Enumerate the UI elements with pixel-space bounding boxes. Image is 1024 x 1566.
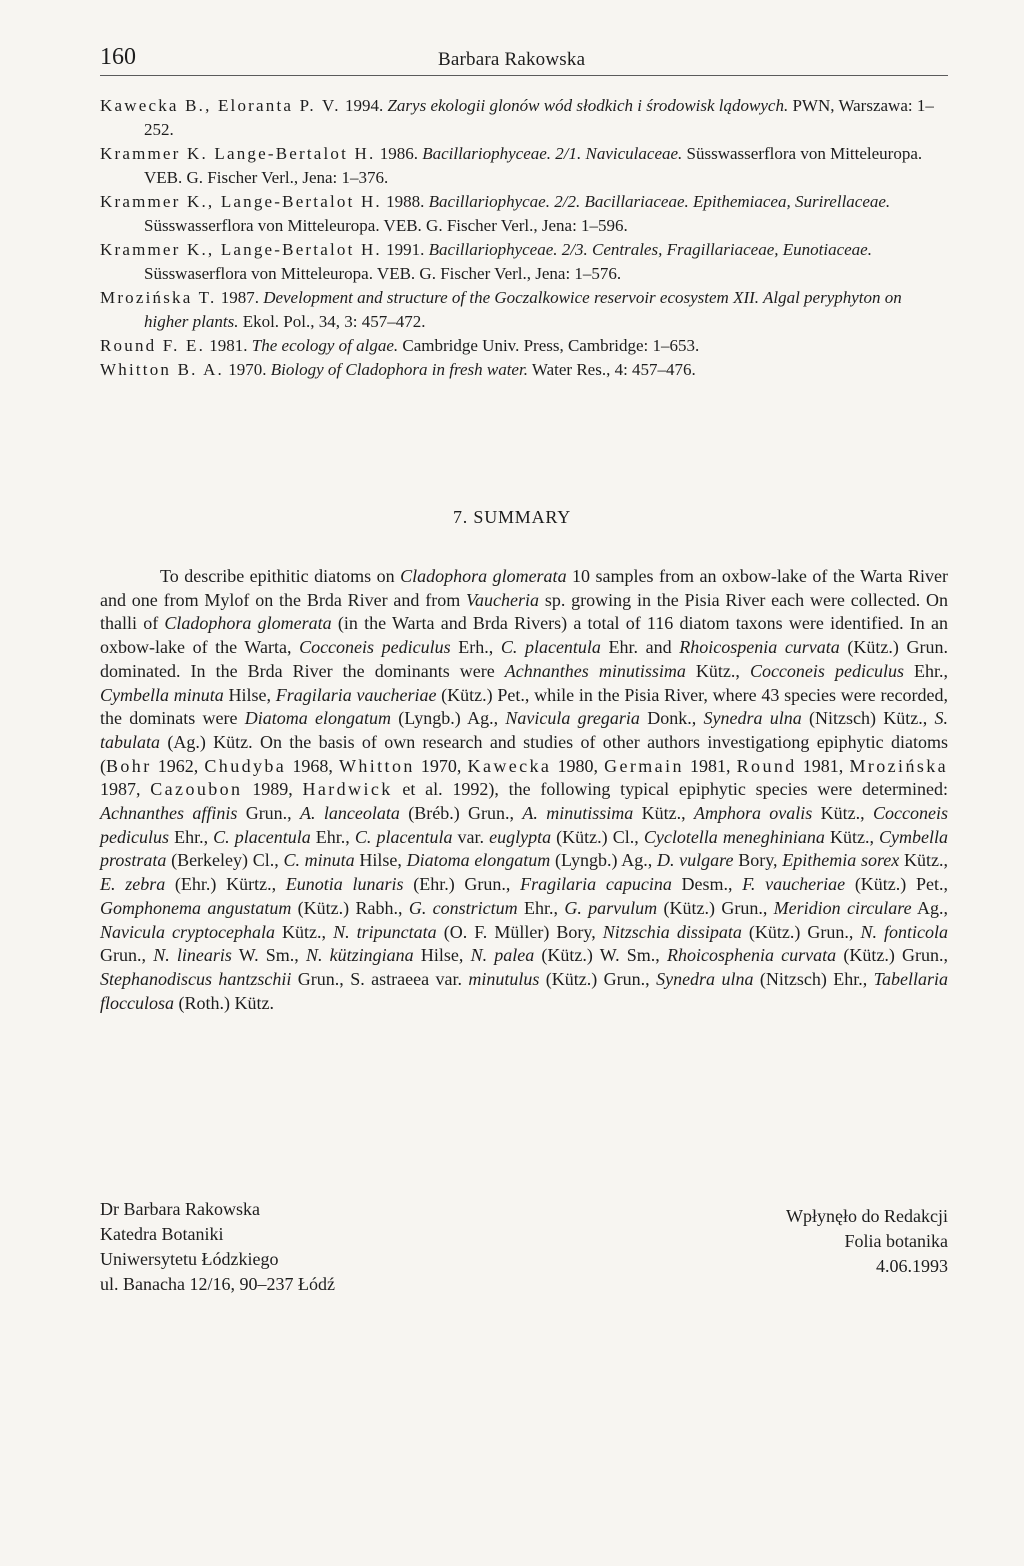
summary-text: Ehr.,: [903, 660, 948, 681]
summary-text: (Kütz.) Pet., while in the Pisia River, where 43 species were recorded, the dominats were: [100, 684, 948, 729]
taxon-name: N. kützingiana: [305, 945, 414, 966]
taxon-name: Fragilaria capucina: [520, 874, 672, 895]
taxon-name: N. linearis: [153, 945, 232, 966]
summary-text: Hilse,: [223, 684, 276, 705]
reference-authors: Kawecka B., Eloranta P. V.: [100, 96, 341, 115]
summary-text: 1989,: [242, 779, 303, 800]
summary-text: Grun.,: [100, 945, 154, 966]
reference-publisher: Süsswaserflora von Mitteleuropa. VEB. G. Fischer Verl., Jena: 1–576.: [144, 264, 622, 283]
summary-text: 10 samples from an oxbow-lake of the Warta River and one from Mylof on the Brda River and from: [100, 566, 948, 610]
reference-list: [100, 94, 948, 382]
reference-year: 1988.: [386, 192, 425, 211]
running-head: Barbara Rakowska: [438, 49, 586, 70]
summary-text: 1981,: [796, 755, 850, 776]
summary-text: Grun.,: [237, 803, 301, 824]
reference-title: Development and structure of the Goczalkowice reservoir ecosystem XII. Algal peryphyton on higher plants.: [144, 288, 902, 331]
taxon-name: Amphora ovalis: [693, 803, 813, 824]
taxon-name: S. tabulata: [100, 708, 949, 752]
summary-text: (Kütz.) W. Sm.,: [534, 945, 667, 966]
summary-text: 1968,: [286, 755, 339, 776]
summary-heading: 7. SUMMARY: [452, 507, 572, 527]
taxon-name: C. placentula: [354, 826, 453, 847]
received-line: Folia botanika: [844, 1231, 948, 1251]
taxon-name: A. minutissima: [522, 803, 634, 824]
summary-text: (Kütz.) Grun.,: [741, 921, 861, 942]
taxon-name: F. vaucheriae: [742, 874, 846, 895]
taxon-name: Synedra ulna: [703, 708, 802, 729]
taxon-name: N. fonticola: [860, 921, 948, 942]
reference-authors: Mrozińska T.: [100, 288, 217, 307]
taxon-name: Synedra ulna: [656, 968, 754, 989]
summary-text: (in the Warta and Brda Rivers) a total of 116 diatom taxons were identified. In an oxbow-lake of the Warta,: [100, 613, 948, 658]
taxon-name: minutulus: [468, 968, 540, 989]
summary-text: Kütz.,: [275, 921, 334, 942]
summary-text: (Ehr.) Grun.,: [403, 874, 521, 895]
reference-authors: Krammer K. Lange-Bertalot H.: [100, 144, 376, 163]
page-header: [100, 42, 946, 76]
summary-text: (Lyngb.) Ag.,: [550, 850, 657, 871]
summary-text: (Ag.) Kütz. On the basis of own research and studies of other authors investigationg epiphytic diatoms (: [100, 731, 948, 776]
author-name: Hardwick: [302, 779, 393, 800]
taxon-name: Achnanthes affinis: [100, 803, 238, 824]
taxon-name: Fragilaria vaucheriae: [275, 684, 437, 705]
summary-text: (Kütz.) Pet.,: [845, 874, 949, 895]
reference-item: [100, 334, 948, 358]
reference-authors: Krammer K., Lange-Bertalot H.: [100, 192, 382, 211]
reference-year: 1994.: [344, 96, 384, 115]
reference-publisher: PWN, Warszawa: 1–252.: [144, 96, 934, 139]
reference-title: The ecology of algae.: [251, 336, 399, 355]
summary-text: Kütz.,: [633, 803, 694, 824]
reference-item: [100, 142, 948, 190]
taxon-name: Tabellaria flocculosa: [100, 968, 949, 1013]
summary-text: Erh.,: [450, 637, 501, 658]
summary-text: sp. growing in the Pisia River each were collected. On thalli of: [100, 589, 949, 634]
taxon-name: Achnanthes minutissima: [504, 660, 686, 681]
reference-year: 1986.: [379, 144, 418, 163]
taxon-name: C. minuta: [283, 850, 355, 871]
taxon-name: Navicula cryptocephala: [100, 921, 275, 942]
reference-title: Biology of Cladophora in fresh water.: [270, 360, 528, 379]
summary-text: Bory,: [733, 850, 783, 871]
taxon-name: Vaucheria: [466, 589, 540, 610]
address-line: Katedra Botaniki: [100, 1224, 224, 1244]
summary-text: To describe epithitic diatoms on: [160, 566, 401, 586]
summary-text: Ehr.,: [310, 826, 355, 847]
reference-title: Bacillariophyceae. 2/1. Naviculaceae.: [422, 144, 683, 163]
taxon-name: Epithemia sorex: [782, 850, 900, 871]
summary-text: 1962,: [151, 755, 205, 776]
taxon-name: Gomphonema angustatum: [100, 897, 292, 918]
taxon-name: N. palea: [470, 945, 535, 966]
reference-year: 1981.: [209, 336, 248, 355]
reference-authors: Whitton B. A.: [100, 360, 224, 379]
taxon-name: Cocconeis pediculus: [100, 803, 948, 847]
summary-text: Kütz.,: [899, 850, 948, 871]
author-address: [100, 1197, 460, 1297]
received-line: 4.06.1993: [876, 1256, 948, 1276]
taxon-name: Rhoicospenia curvata: [679, 637, 840, 658]
reference-publisher: Water Res., 4: 457–476.: [531, 360, 696, 379]
author-name: Mrozińska: [849, 755, 949, 776]
summary-text: (Kütz.) Grun. dominated. In the Brda River the dominants were: [100, 637, 948, 681]
summary-text: Donk.,: [639, 708, 704, 729]
summary-text: var.: [452, 826, 490, 847]
taxon-name: C. placentula: [500, 637, 601, 658]
reference-publisher: Süsswasserflora von Mitteleuropa. VEB. G. Fischer Verl., Jena: 1–376.: [144, 144, 923, 187]
taxon-name: Navicula gregaria: [505, 708, 640, 729]
taxon-name: Rhoicosphenia curvata: [667, 945, 837, 966]
taxon-name: Cocconeis pediculus: [299, 637, 451, 658]
summary-text: Kütz.,: [824, 826, 880, 847]
reference-year: 1987.: [220, 288, 259, 307]
taxon-name: D. vulgare: [656, 850, 734, 871]
taxon-name: A. lanceolata: [300, 803, 400, 824]
summary-text: (Roth.) Kütz.: [174, 992, 274, 1013]
summary-text: (O. F. Müller) Bory,: [436, 921, 603, 942]
summary-text: Hilse,: [354, 850, 407, 871]
taxon-name: Cocconeis pediculus: [749, 660, 904, 681]
author-name: Bohr: [106, 755, 152, 776]
author-name: Round: [736, 755, 797, 776]
author-name: Cazoubon: [150, 779, 243, 800]
summary-text: (Kütz.) Cl.,: [551, 826, 644, 847]
taxon-name: Diatoma elongatum: [244, 708, 392, 729]
taxon-name: euglypta: [489, 826, 552, 847]
summary-text: Ehr. and: [600, 637, 680, 658]
summary-text: (Nitzsch) Kütz.,: [801, 708, 935, 729]
summary-text: Kütz.,: [812, 803, 873, 824]
taxon-name: Cladophora glomerata: [400, 566, 567, 586]
header-rule: [100, 75, 948, 76]
taxon-name: G. constrictum: [408, 897, 518, 918]
author-name: Kawecka: [467, 755, 552, 776]
summary-text: 1980,: [551, 755, 605, 776]
summary-text: 1987,: [100, 779, 151, 800]
summary-text: et al. 1992), the following typical epiphytic species were determined:: [392, 779, 949, 800]
reference-title: Bacillariophycae. 2/2. Bacillariaceae. Epithemiacea, Surirellaceae.: [428, 192, 891, 211]
reference-item: [100, 286, 948, 334]
summary-text: 1981,: [683, 755, 737, 776]
reference-publisher: Ekol. Pol., 34, 3: 457–472.: [242, 312, 426, 331]
summary-text: (Kütz.) Grun.,: [657, 897, 774, 918]
received-line: Wpłynęło do Redakcji: [786, 1206, 948, 1226]
summary-text: (Lyngb.) Ag.,: [391, 708, 506, 729]
summary-text: Hilse,: [413, 945, 471, 966]
summary-text: (Kütz.) Grun.,: [836, 945, 948, 966]
address-line: Uniwersytetu Łódzkiego: [100, 1249, 279, 1269]
taxon-name: Diatoma elongatum: [406, 850, 551, 871]
received-note: [642, 1204, 948, 1279]
taxon-name: N. tripunctata: [333, 921, 437, 942]
author-name: Chudyba: [204, 755, 287, 776]
summary-text: Desm.,: [671, 874, 743, 895]
summary-paragraph: [100, 565, 948, 1015]
taxon-name: Meridion circulare: [773, 897, 912, 918]
taxon-name: C. placentula: [213, 826, 311, 847]
address-line: Dr Barbara Rakowska: [100, 1199, 260, 1219]
summary-text: Ehr.,: [169, 826, 214, 847]
reference-publisher: Cambridge Univ. Press, Cambridge: 1–653.: [402, 336, 700, 355]
reference-title: Zarys ekologii glonów wód słodkich i środowisk lądowych.: [387, 96, 789, 115]
summary-text: 1970,: [414, 755, 468, 776]
address-line: ul. Banacha 12/16, 90–237 Łódź: [100, 1274, 335, 1294]
author-name: Whitton: [338, 755, 415, 776]
summary-text: (Ehr.) Kürtz.,: [165, 874, 286, 895]
reference-item: [100, 94, 948, 142]
summary-text: (Kütz.) Rabh.,: [291, 897, 409, 918]
summary-text: (Kütz.) Grun.,: [539, 968, 657, 989]
reference-title: Bacillariophyceae. 2/3. Centrales, Fragillariaceae, Eunotiaceae.: [428, 240, 872, 259]
summary-text: Kütz.,: [685, 660, 750, 681]
reference-authors: Round F. E.: [100, 336, 206, 355]
page-number: 160: [100, 44, 136, 70]
summary-text: Grun., S. astraeea var.: [291, 968, 469, 989]
reference-item: [100, 358, 948, 382]
taxon-name: E. zebra: [100, 874, 166, 895]
taxon-name: Stephanodiscus hantzschii: [100, 968, 292, 989]
summary-text: W. Sm.,: [231, 945, 306, 966]
taxon-name: Eunotia lunaris: [285, 874, 404, 895]
taxon-name: Cyclotella meneghiniana: [643, 826, 825, 847]
reference-item: [100, 190, 948, 238]
reference-item: [100, 238, 948, 286]
author-name: Germain: [604, 755, 684, 776]
reference-authors: Krammer K., Lange-Bertalot H.: [100, 240, 382, 259]
summary-text: (Berkeley) Cl.,: [166, 850, 284, 871]
summary-text: (Bréb.) Grun.,: [399, 803, 523, 824]
taxon-name: Nitzschia dissipata: [602, 921, 742, 942]
reference-year: 1991.: [386, 240, 425, 259]
taxon-name: Cymbella prostrata: [100, 826, 949, 871]
reference-year: 1970.: [228, 360, 267, 379]
summary-text: Ag.,: [911, 897, 948, 918]
taxon-name: Cladophora glomerata: [164, 613, 332, 634]
taxon-name: G. parvulum: [564, 897, 658, 918]
taxon-name: Cymbella minuta: [100, 684, 224, 705]
summary-text: Ehr.,: [517, 897, 565, 918]
reference-publisher: Süsswasserflora von Mitteleuropa. VEB. G. Fischer Verl., Jena: 1–596.: [144, 216, 628, 235]
summary-text: (Nitzsch) Ehr.,: [753, 968, 874, 989]
